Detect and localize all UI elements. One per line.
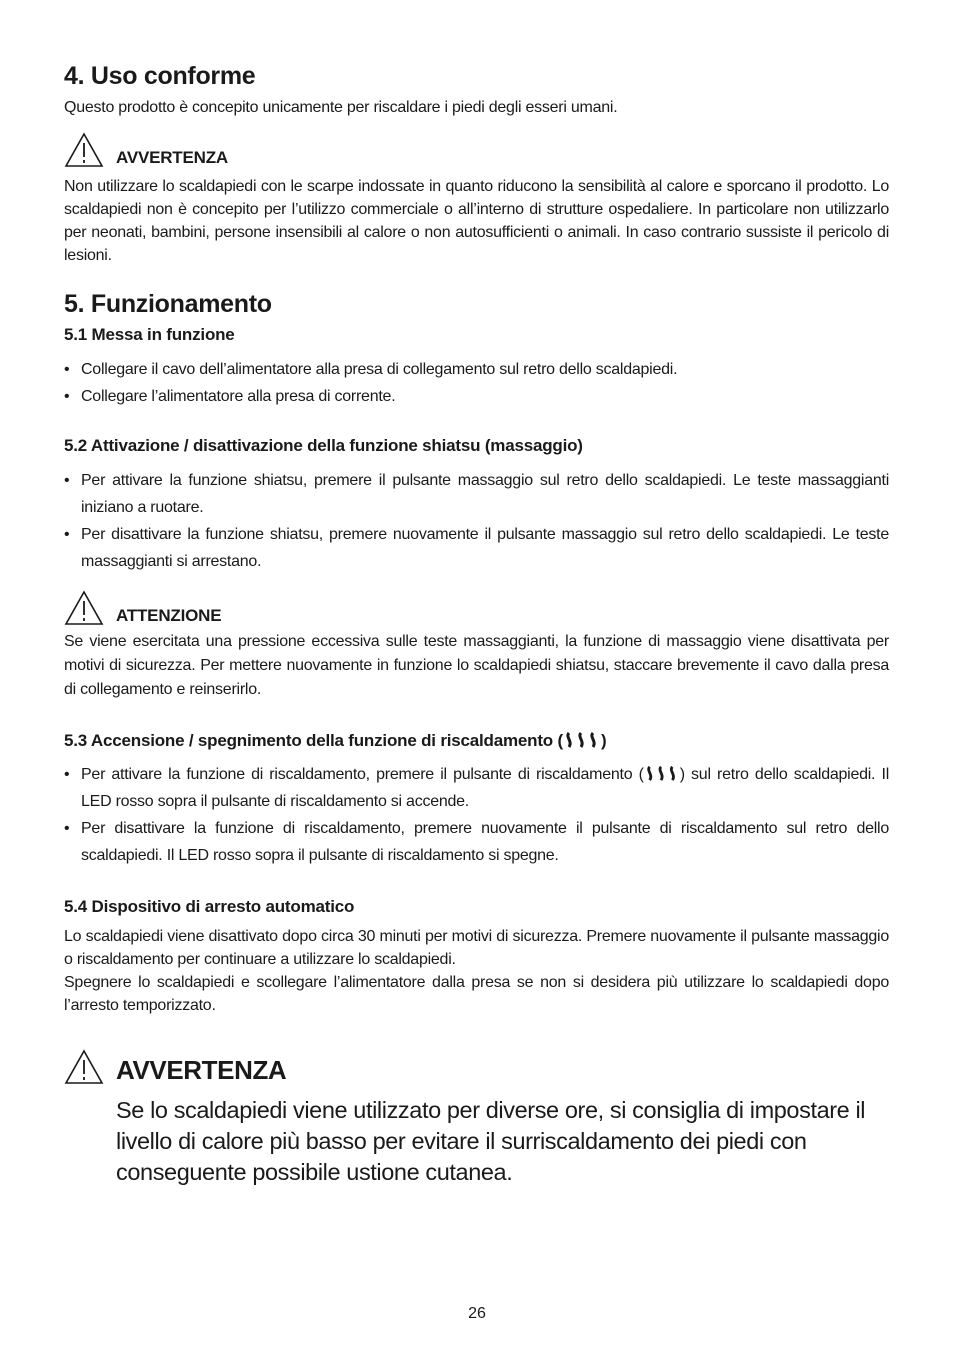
warning-1-header — [64, 132, 228, 168]
section-4-title: 4. Uso conforme — [64, 62, 256, 90]
warning-1-label: AVVERTENZA — [116, 148, 228, 167]
section-5-2-list — [64, 467, 889, 575]
list-item: • Per attivare la funzione shiatsu, premere il pulsante massaggio sul retro dello scaldapiedi. Le teste massaggianti iniziano a ruotare. — [64, 467, 889, 521]
heat-waves-icon — [644, 765, 680, 782]
attention-text: Se viene esercitata una pressione eccessiva sulle teste massaggianti, la funzione di massaggio viene disattivata per motivi di sicurezza. Per mettere nuovamente in funzione lo scaldapiedi shiatsu, staccare brevemente il cavo dalla presa di collegamento e reinserirlo. — [64, 633, 889, 698]
section-5-2-title: 5.2 Attivazione / disattivazione della funzione shiatsu (massaggio) — [64, 436, 583, 455]
final-warning-label: AVVERTENZA — [116, 1055, 287, 1085]
warning-triangle-icon — [64, 1049, 104, 1085]
section-5-title: 5. Funzionamento — [64, 290, 272, 318]
list-item: • Per attivare la funzione di riscaldamento, premere il pulsante di riscaldamento ( ) sul retro dello scaldapiedi. Il LED rosso sopra il pulsante di riscaldamento si accende. — [64, 761, 889, 815]
list-item: • Collegare l’alimentatore alla presa di corrente. — [64, 383, 889, 410]
page-number: 26 — [468, 1305, 486, 1322]
section-5-4-para-2: Spegnere lo scaldapiedi e scollegare l’alimentatore dalla presa se non si desidera più utilizzare lo scaldapiedi dopo l’arresto temporizzato. — [64, 974, 889, 1014]
list-item: • Per disattivare la funzione di riscaldamento, premere nuovamente il pulsante di riscaldamento sul retro dello scaldapiedi. Il LED rosso sopra il pulsante di riscaldamento si spegne. — [64, 815, 889, 869]
section-5-4-title: 5.4 Dispositivo di arresto automatico — [64, 897, 355, 916]
section-5-4-para-1: Lo scaldapiedi viene disattivato dopo circa 30 minuti per motivi di sicurezza. Premere nuovamente il pulsante massaggio o riscaldamento per continuare a utilizzare lo scaldapiedi. — [64, 928, 889, 968]
final-warning-text: Se lo scaldapiedi viene utilizzato per diverse ore, si consiglia di impostare il livello di calore più basso per evitare il surriscaldamento dei piedi con conseguente possibile ustione cutanea. — [116, 1097, 866, 1185]
warning-1-text: Non utilizzare lo scaldapiedi con le scarpe indossate in quanto riducono la sensibilità al calore e sporcano il prodotto. Lo scaldapiedi non è concepito per l’utilizzo commerciale o all’interno di strutture ospedaliere. In particolare non utilizzarlo per neonati, bambini, persone insensibili al calore o non autosufficienti o animali. In caso contrario sussiste il pericolo di lesioni. — [64, 178, 889, 264]
warning-triangle-icon — [64, 132, 104, 168]
section-5-1-title: 5.1 Messa in funzione — [64, 325, 235, 344]
section-5-1-list — [64, 356, 889, 410]
section-5-3-title: 5.3 Accensione / spegnimento della funzione di riscaldamento ( ) — [64, 731, 607, 750]
attention-header — [64, 590, 221, 626]
warning-triangle-icon — [64, 590, 104, 626]
attention-label: ATTENZIONE — [116, 606, 222, 625]
heat-waves-icon — [563, 731, 601, 749]
final-warning-header — [64, 1049, 286, 1085]
section-4-intro: Questo prodotto è concepito unicamente per riscaldare i piedi degli esseri umani. — [64, 99, 618, 116]
list-item: • Per disattivare la funzione shiatsu, premere nuovamente il pulsante massaggio sul retro dello scaldapiedi. Le teste massaggianti si arrestano. — [64, 521, 889, 575]
list-item: • Collegare il cavo dell’alimentatore alla presa di collegamento sul retro dello scaldapiedi. — [64, 356, 889, 383]
section-5-3-list — [64, 761, 889, 869]
